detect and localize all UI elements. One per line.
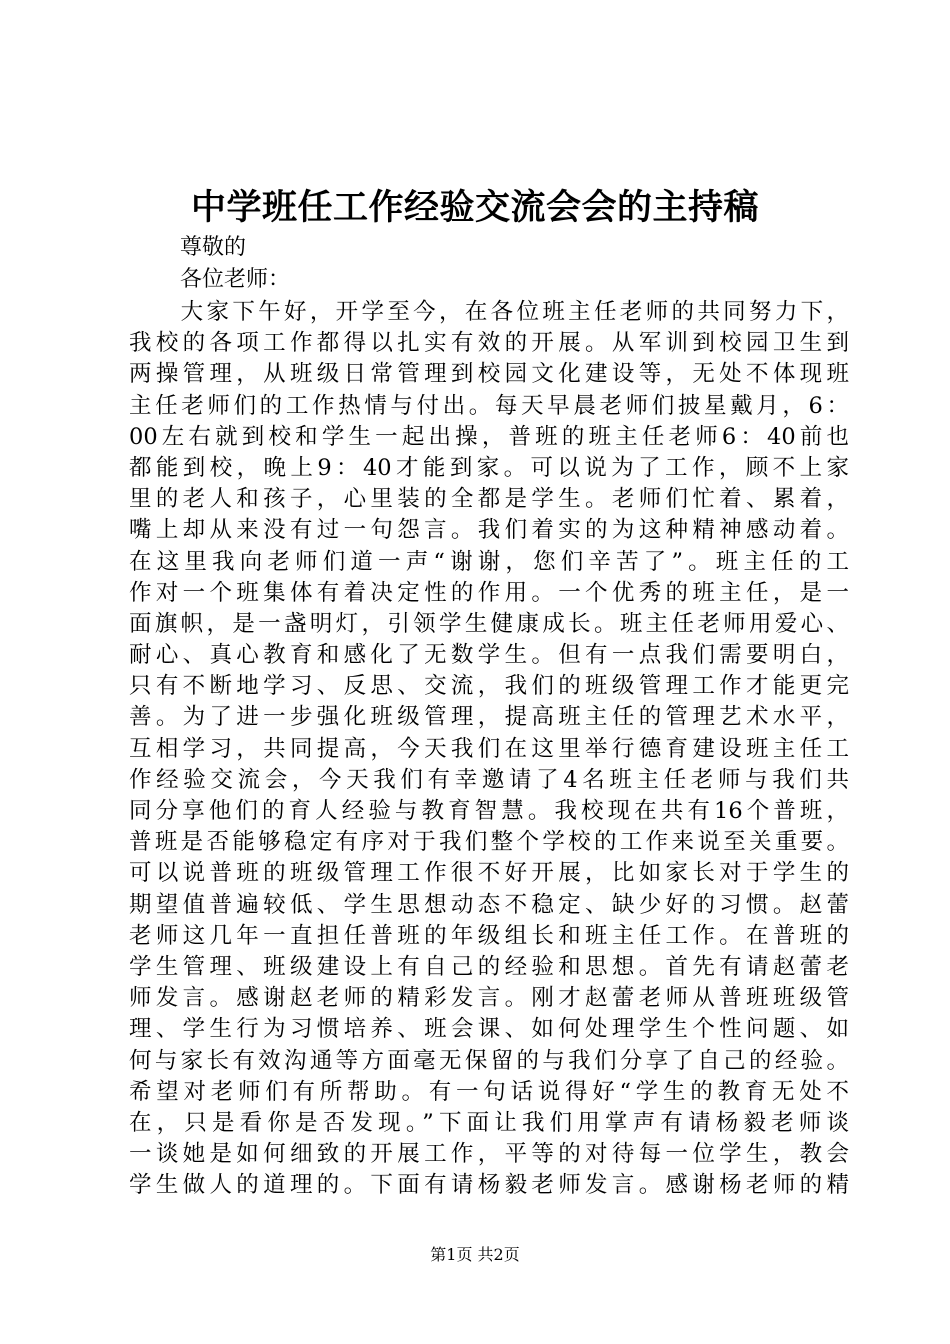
body-line: 善。为了进一步强化班级管理，提高班主任的管理艺术水平， [129,704,849,731]
salutation-line-1: 尊敬的 [180,235,247,260]
body-line: 嘴上却从来没有过一句怨言。我们着实的为这种精神感动着。 [129,517,849,544]
salutation-line-2: 各位老师： [180,267,291,292]
body-line: 老师这几年一直担任普班的年级组长和班主任工作。在普班的 [129,922,849,949]
body-line: 理、学生行为习惯培养、班会课、如何处理学生个性问题、如 [129,1016,849,1043]
body-line: 耐心、真心教育和感化了无数学生。但有一点我们需要明白， [129,642,849,669]
body-line: 在这里我向老师们道一声“谢谢，您们辛苦了”。班主任的工 [129,548,849,575]
body-line: 一谈她是如何细致的开展工作，平等的对待每一位学生，教会 [129,1141,849,1168]
body-line: 里的老人和孩子，心里装的全都是学生。老师们忙着、累着， [129,486,849,513]
body-line: 何与家长有效沟通等方面毫无保留的与我们分享了自己的经验。 [129,1047,849,1074]
body-line: 期望值普遍较低、学生思想动态不稳定、缺少好的习惯。赵蕾 [129,891,849,918]
page-title: 中学班任工作经验交流会会的主持稿 [190,187,759,228]
body-line: 作对一个班集体有着决定性的作用。一个优秀的班主任，是一 [129,579,849,606]
body-line: 只有不断地学习、反思、交流，我们的班级管理工作才能更完 [129,673,849,700]
body-line: 希望对老师们有所帮助。有一句话说得好“学生的教育无处不 [129,1078,849,1105]
body-line: 我校的各项工作都得以扎实有效的开展。从军训到校园卫生到 [129,330,849,357]
body-line: 普班是否能够稳定有序对于我们整个学校的工作来说至关重要。 [129,829,849,856]
body-line: 两操管理，从班级日常管理到校园文化建设等，无处不体现班 [129,361,849,388]
body-line: 作经验交流会，今天我们有幸邀请了4名班主任老师与我们共 [129,766,849,793]
body-line: 互相学习，共同提高，今天我们在这里举行德育建设班主任工 [129,735,849,762]
body-line: 主任老师们的工作热情与付出。每天早晨老师们披星戴月，6： [129,392,849,419]
body-line: 师发言。感谢赵老师的精彩发言。刚才赵蕾老师从普班班级管 [129,985,849,1012]
body-text [129,297,849,1201]
body-line: 00左右就到校和学生一起出操，普班的班主任老师6：40前也 [129,423,849,450]
body-line: 学生管理、班级建设上有自己的经验和思想。首先有请赵蕾老 [129,953,849,980]
body-line: 学生做人的道理的。下面有请杨毅老师发言。感谢杨老师的精 [129,1172,849,1199]
page-footer: 第1页 共2页 [430,1245,520,1264]
body-line: 面旗帜，是一盏明灯，引领学生健康成长。班主任老师用爱心、 [129,610,849,637]
body-line: 同分享他们的育人经验与教育智慧。我校现在共有16个普班， [129,798,849,824]
body-line: 在，只是看你是否发现。”下面让我们用掌声有请杨毅老师谈 [129,1109,849,1136]
body-line: 大家下午好，开学至今，在各位班主任老师的共同努力下， [129,299,849,325]
body-line: 可以说普班的班级管理工作很不好开展，比如家长对于学生的 [129,860,849,887]
body-line: 都能到校，晚上9：40才能到家。可以说为了工作，顾不上家 [129,454,849,481]
